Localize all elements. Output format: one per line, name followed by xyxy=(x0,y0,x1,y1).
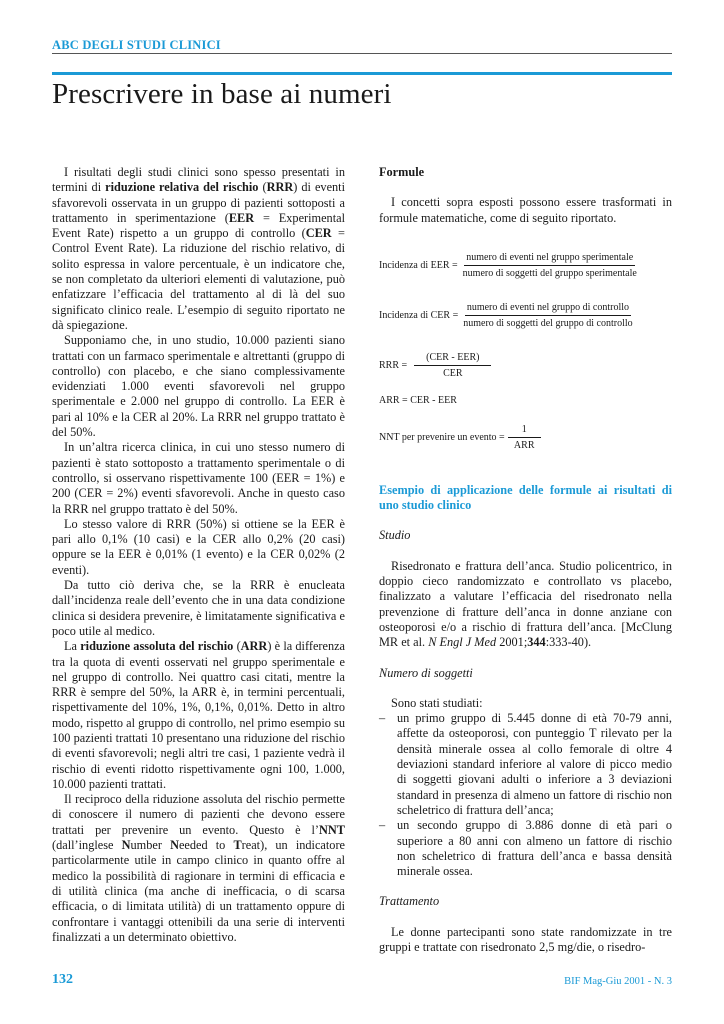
paragraph-example-1: Supponiamo che, in uno studio, 10.000 pazienti siano trattati con un farmaco sperimentale e altrettanti (gruppo di controllo) con placebo, e che siano complessivamente evidenziati 1.000 eventi sfavorevoli nel gruppo sperimentale e 2.000 nel gruppo di controllo. La EER è pari al 10% e la CER al 20%. La RRR nel gruppo trattato è del 50%. xyxy=(52,333,345,440)
formula-arr xyxy=(379,394,672,407)
text-run: reat), un indicatore particolarmente utile in campo clinico in quanto offre al medico la possibilità di ragionare in termini di efficacia e di utilità clinica (ma anche di inefficacia, o di scarsa efficacia, o di limitata utilità) di un trattamento oppure di confrontare i vantaggi ottenibili da una serie di interventi finalizzati a un determinato obiettivo. xyxy=(52,838,345,944)
page-number: 132 xyxy=(52,972,73,987)
letter-n: N xyxy=(170,838,179,853)
text-run: = Experimental Event Rate) rispetto a un gruppo di controllo ( xyxy=(52,210,345,241)
text-run: Il reciproco della riduzione assoluta del rischio permette di conoscere il numero di pazienti che devono essere trattati per prevenire un evento. Questo è l’ xyxy=(52,792,345,837)
journal-reference: BIF Mag-Giu 2001 - N. 3 xyxy=(564,976,672,987)
formula-lhs: NNT per prevenire un evento = xyxy=(379,431,505,443)
list-item: – un primo gruppo di 5.445 donne di età 70-79 anni, affette da osteoporosi, con punteggio T rilevato per la densità minerale ossea al collo femorale di oltre 4 deviazioni standard inferiore al valore di picco medio di soggetti giovani adulti o inferiore a 3 deviazioni standard in presenza di almeno un fattore di rischio non scheletrico di frattura dell’anca; xyxy=(379,711,672,818)
abbr-nnt: NNT xyxy=(319,822,345,837)
text-run: ) è la differenza tra la quota di eventi osservati nel gruppo sperimentale e nel gruppo di controllo. Nei quattro casi citati, mentre la RRR è sempre del 50%, la ARR è, in termini percentuali, rispettivamente del 10%, 1%, 0,1%, 0,01%. Detto in altro modo, rispetto al gruppo di controllo, nel primo esempio su 100 pazienti trattati 10 presentano una riduzione del rischio di eventi sfavorevoli; negli altri tre casi, 1 paziente vedrà il rischio di eventi ridotto rispettivamente ogni 100, 1.000, 10.000 pazienti trattati. xyxy=(52,639,346,791)
trattamento-text: Le donne partecipanti sono state randomizzate in tre gruppi e trattate con risedronato 2,5 mg/die, o risedro- xyxy=(379,924,672,955)
text-run: I risultati degli studi clinici sono spesso presentati in termini di xyxy=(52,165,345,195)
paragraph-nnt xyxy=(52,792,345,945)
abbr-eer: EER xyxy=(228,210,255,225)
formula-nnt xyxy=(379,423,672,452)
text-run: eeded to xyxy=(178,838,234,853)
right-column xyxy=(379,165,672,955)
text-run: ( xyxy=(258,180,267,195)
numerator: numero di eventi nel gruppo sperimentale xyxy=(464,251,635,266)
denominator: numero di soggetti del gruppo di controllo xyxy=(463,317,633,329)
numerator: 1 xyxy=(508,423,541,438)
formula-lhs: Incidenza di EER = xyxy=(379,259,458,271)
formula-lhs: ARR = CER - EER xyxy=(379,394,457,406)
term-rrr: riduzione relativa del rischio xyxy=(105,180,259,195)
denominator: ARR xyxy=(513,439,535,451)
text-run: Risedronato e frattura dell’anca. Studio policentrico, in doppio cieco randomizzato e controllato vs placebo, finalizzato a valutare l’efficacia del risedronato nella prevenzione di fratture dell’anca in donne anziane con osteoporosi e/o a rischio di frattura dell’anca. [McClung MR et al. xyxy=(379,558,672,650)
text-run: (dall’inglese xyxy=(52,838,122,853)
text-run: La xyxy=(64,639,81,654)
text-run: 2001; xyxy=(496,635,528,650)
formula-eer xyxy=(379,251,672,280)
formule-heading: Formule xyxy=(379,165,425,179)
studio-heading: Studio xyxy=(379,528,411,543)
trattamento-heading: Trattamento xyxy=(379,894,440,909)
formula-cer xyxy=(379,301,672,330)
fraction xyxy=(508,423,541,452)
page-title: Prescrivere in base ai numeri xyxy=(52,78,392,110)
formula-rrr xyxy=(379,351,672,380)
formule-intro: I concetti sopra esposti possono essere trasformati in formule matematiche, come di seguito riportato. xyxy=(379,195,672,225)
text-run: ) di eventi sfavorevoli osservata in un gruppo di pazienti sottoposti a trattamento in sperimentazione ( xyxy=(52,180,346,225)
formula-lhs: RRR = xyxy=(379,359,408,371)
studio-text xyxy=(379,559,672,651)
fraction xyxy=(461,251,639,280)
letter-t: T xyxy=(233,838,242,853)
paragraph-example-3: Lo stesso valore di RRR (50%) si ottiene se la EER è pari allo 0,1% (10 casi) e la CER allo 0,2% (20 casi) oppure se la EER è 0,01% (1 evento) e la CER 0,02% (2 eventi). xyxy=(52,516,345,577)
letter-n: N xyxy=(121,838,131,853)
paragraph-example-2: In un’altra ricerca clinica, in cui uno stesso numero di pazienti è stato sottoposto a trattamento sperimentale o di controllo, si osservano rispettivamente 100 (EER = 1%) e 200 (CER = 2%) eventi sfavorevoli. Anche in questo caso la RRR nel gruppo trattato è del 50%. xyxy=(52,440,345,516)
paragraph-arr xyxy=(52,639,345,792)
denominator: CER xyxy=(443,367,463,379)
list-item: – un secondo gruppo di 3.886 donne di età pari o superiore a 80 anni con almeno un fattore di rischio non scheletrico di frattura dell’anca e bassa densità minerale ossea. xyxy=(379,818,672,879)
fraction xyxy=(414,351,491,380)
abbr-cer: CER xyxy=(305,226,332,241)
term-arr: riduzione assoluta del rischio xyxy=(80,639,234,654)
soggetti-heading: Numero di soggetti xyxy=(379,665,473,680)
example-heading: Esempio di applicazione delle formule ai risultati di uno studio clinico xyxy=(379,482,672,513)
text-run: :333-40). xyxy=(545,635,592,650)
paragraph-rrr xyxy=(52,165,345,333)
title-rule xyxy=(52,72,672,75)
left-column xyxy=(52,165,345,945)
text-run: = Control Event Rate). La riduzione del rischio relativo, di solito espressa in valore percentuale, è un indicatore che, se non completato da ulteriori elementi di valutazione, può enfatizzare l’efficacia del trattamento al di là del suo significato clinico reale. L’esempio di seguito riportato ne dà spiegazione. xyxy=(52,226,345,332)
abbr-rrr: RRR xyxy=(266,180,294,195)
section-label: ABC DEGLI STUDI CLINICI xyxy=(52,38,221,52)
text-run: ( xyxy=(233,639,241,654)
soggetti-list xyxy=(379,711,672,879)
journal-volume: 344 xyxy=(527,635,546,650)
paragraph-conclusion: Da tutto ciò deriva che, se la RRR è enucleata dall’incidenza reale dell’evento che in una data condizione clinica si desidera prevenire, è limitatamente significativa e poco utile al medico. xyxy=(52,578,345,638)
soggetti-intro: Sono stati studiati: xyxy=(391,695,483,710)
numerator: (CER - EER) xyxy=(414,351,491,366)
formula-lhs: Incidenza di CER = xyxy=(379,309,459,321)
abbr-arr: ARR xyxy=(240,639,268,654)
fraction xyxy=(461,301,634,330)
header-rule xyxy=(52,53,672,54)
journal-name: N Engl J Med xyxy=(428,635,497,650)
numerator: numero di eventi nel gruppo di controllo xyxy=(465,301,631,316)
denominator: numero di soggetti del gruppo sperimentale xyxy=(462,267,637,279)
text-run: umber xyxy=(130,838,171,853)
